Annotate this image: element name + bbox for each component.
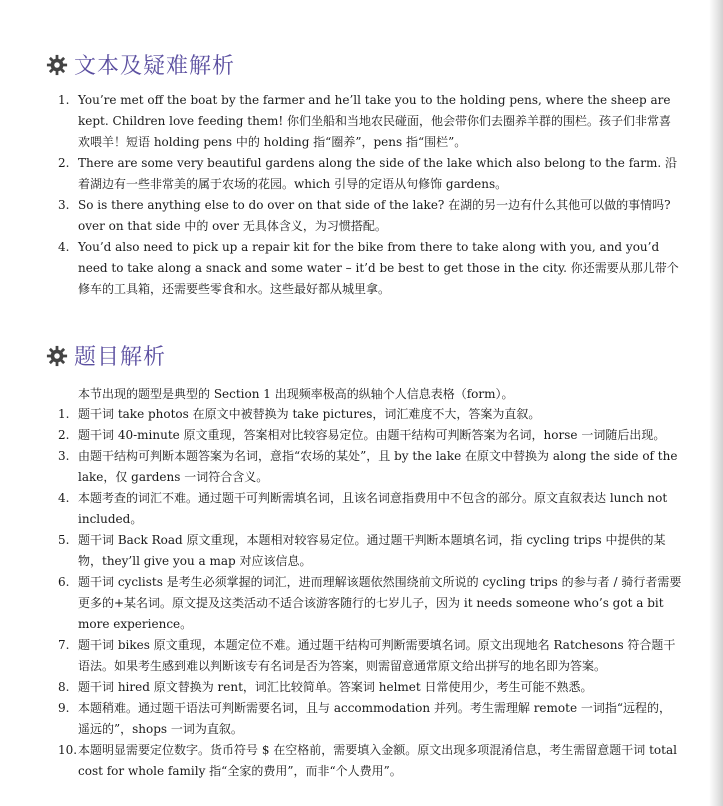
item-text: 由题干结构可判断本题答案为名词，意指“农场的某处”，且 by the lake 在原文中替换为 along the side of the lake，仅 gardens 一词符合含义。 bbox=[78, 449, 678, 484]
gear-icon bbox=[46, 345, 68, 367]
item-text: 题干词 bikes 原文重现，本题定位不难。通过题干结构可判断需要填名词。原文出现地名 Ratchesons 符合题干语法。如果考生感到难以判断该专有名词是否为答案，则需留意通常原文给出拼写的地名即为答案。 bbox=[78, 638, 676, 673]
list-item bbox=[58, 530, 682, 572]
item-number: 7. bbox=[58, 638, 70, 652]
list-item bbox=[58, 572, 682, 635]
item-number: 6. bbox=[58, 575, 70, 589]
list-item bbox=[58, 635, 682, 677]
item-text: 本题明显需要定位数字。货币符号 $ 在空格前，需要填入金额。原文出现多项混淆信息，考生需留意题干词 total cost for whole family 指“全家的费用”，而非“个人费用”。 bbox=[78, 743, 677, 778]
item-text: 题干词 take photos 在原文中被替换为 take pictures，词汇难度不大，答案为直叙。 bbox=[78, 407, 541, 421]
item-number: 2. bbox=[58, 156, 70, 170]
list-item bbox=[58, 237, 682, 300]
section-intro: 本节出现的题型是典型的 Section 1 出现频率极高的纵轴个人信息表格（form）。 bbox=[78, 387, 514, 401]
item-text: 本题考查的词汇不难。通过题干可判断需填名词，且该名词意指费用中不包含的部分。原文直叙表达 lunch not included。 bbox=[78, 491, 668, 526]
item-number: 8. bbox=[58, 680, 70, 694]
list-item bbox=[58, 677, 682, 698]
item-text: You’d also need to pick up a repair kit for the bike from there to take along with you, and you’d need to take along a snack and some water – it’d be best to get those in the city. 你还需要从那儿带个修车的工具箱，还需要些零食和水。这些最好都从城里拿。 bbox=[78, 240, 679, 296]
item-number: 5. bbox=[58, 533, 70, 547]
item-text: 本题稍难。通过题干语法可判断需要名词，且与 accommodation 并列。考生需理解 remote 一词指“远程的，遥远的”，shops 一词为直叙。 bbox=[78, 701, 672, 736]
item-text: 题干词 Back Road 原文重现，本题相对较容易定位。通过题干判断本题填名词，指 cycling trips 中提供的某物，they’ll give you a map 对应该信息。 bbox=[78, 533, 666, 568]
section-title: 题目解析 bbox=[74, 345, 167, 370]
item-text: There are some very beautiful gardens along the side of the lake which also belong to the farm. 沿着湖边有一些非常美的属于农场的花园。which 引导的定语从句修饰 gardens。 bbox=[78, 156, 678, 191]
item-number: 2. bbox=[58, 428, 70, 442]
item-number: 10. bbox=[58, 743, 78, 757]
list-item bbox=[58, 90, 682, 153]
list-item bbox=[58, 698, 682, 740]
item-text: 题干词 40-minute 原文重现，答案相对比较容易定位。由题干结构可判断答案为名词，horse 一词随后出现。 bbox=[78, 428, 666, 442]
list-item bbox=[58, 446, 682, 488]
section-header-question-analysis bbox=[46, 340, 166, 371]
item-number: 1. bbox=[58, 407, 70, 421]
section-header-text-analysis bbox=[46, 49, 235, 80]
item-number: 3. bbox=[58, 449, 70, 463]
item-text: 题干词 hired 原文替换为 rent，词汇比较简单。答案词 helmet 日常使用少，考生可能不熟悉。 bbox=[78, 680, 593, 694]
item-text: 题干词 cyclists 是考生必须掌握的词汇，进而理解该题依然围绕前文所说的 cycling trips 的参与者 / 骑行者需要更多的+某名词。原文提及这类活动不适合该游客随行的七岁儿子，因为 it needs someone who’s got a bit more experience。 bbox=[78, 575, 682, 631]
list-item bbox=[58, 195, 682, 237]
gear-icon bbox=[46, 54, 68, 76]
list-item bbox=[58, 488, 682, 530]
item-number: 3. bbox=[58, 198, 70, 212]
item-text: So is there anything else to do over on that side of the lake? 在湖的另一边有什么其他可以做的事情吗? over on that side 中的 over 无具体含义，为习惯搭配。 bbox=[78, 198, 671, 233]
item-number: 1. bbox=[58, 93, 70, 107]
section-title: 文本及疑难解析 bbox=[74, 54, 236, 79]
item-number: 4. bbox=[58, 240, 70, 254]
list-item bbox=[58, 404, 682, 425]
item-text: You’re met off the boat by the farmer and he’ll take you to the holding pens, where the sheep are kept. Children love feeding them! 你们坐船和当地农民碰面，他会带你们去圈养羊群的围栏。孩子们非常喜欢喂羊！短语 holding pens 中的 holding 指“圈养”，pens 指“围栏”。 bbox=[78, 93, 671, 149]
list-item bbox=[58, 153, 682, 195]
item-number: 9. bbox=[58, 701, 70, 715]
list-item bbox=[58, 425, 682, 446]
text-analysis-list bbox=[58, 90, 682, 300]
question-analysis-list bbox=[58, 404, 682, 782]
list-item bbox=[58, 740, 682, 782]
item-number: 4. bbox=[58, 491, 70, 505]
page-edge-shadow bbox=[709, 0, 723, 806]
